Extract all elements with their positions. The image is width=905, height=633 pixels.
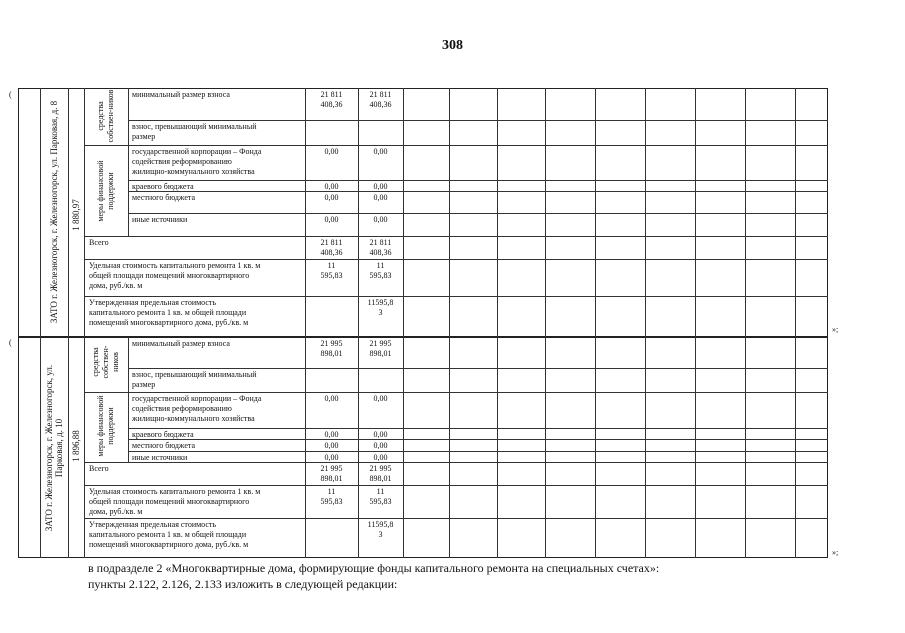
row-label: иные источники	[132, 453, 188, 462]
row-divider	[84, 259, 828, 260]
address-block-2	[44, 365, 64, 531]
row-divider	[128, 191, 828, 192]
col-border	[449, 337, 450, 558]
value-cell: 11 595,83	[320, 487, 343, 506]
value-cell: 0,00	[324, 453, 339, 462]
value-cell: 0,00	[373, 453, 388, 462]
col-border	[40, 337, 41, 558]
value-cell: 21 995 898,01	[320, 464, 343, 483]
row-label: Удельная стоимость капитального ремонта 1 кв. м общей площади помещений многоквартирного дома, руб./кв. м	[89, 261, 261, 290]
col-border	[128, 337, 129, 462]
row-label: государственной корпорации – Фонда содействия реформированию жилищно-коммунального хозяйства	[132, 394, 262, 423]
value-cell: 21 811 408,36	[369, 238, 392, 257]
col-border	[84, 337, 85, 558]
area-block-2: 1 896,88	[71, 430, 81, 462]
row-label: Всего	[89, 464, 109, 473]
row-divider	[84, 236, 828, 237]
row-label: краевого бюджета	[132, 182, 194, 191]
row-divider	[128, 368, 828, 369]
col-border	[84, 88, 85, 337]
value-cell: 0,00	[373, 147, 388, 156]
value-cell: 11595,8 3	[367, 298, 394, 317]
row-label: Утвержденная предельная стоимость капитального ремонта 1 кв. м общей площади помещений многоквартирного дома, руб./кв. м	[89, 298, 249, 327]
row-divider	[128, 451, 828, 452]
row-divider	[84, 518, 828, 519]
value-cell: 21 811 408,36	[369, 90, 392, 109]
address-block-1: ЗАТО г. Железногорск, г. Железногорск, ул. Парковая, д. 8	[49, 100, 59, 324]
col-border	[40, 88, 41, 337]
open-mark-2: (	[9, 338, 12, 347]
row-label: Утвержденная предельная стоимость капитального ремонта 1 кв. м общей площади помещений многоквартирного дома, руб./кв. м	[89, 520, 249, 549]
footer-line-2: пункты 2.122, 2.126, 2.133 изложить в следующей редакции:	[88, 577, 398, 591]
row-label: Удельная стоимость капитального ремонта 1 кв. м общей площади помещений многоквартирного дома, руб./кв. м	[89, 487, 261, 516]
row-divider	[84, 296, 828, 297]
row-divider	[128, 428, 828, 429]
value-cell: 0,00	[373, 441, 388, 450]
row-label: взнос, превышающий минимальный размер	[132, 122, 257, 141]
value-cell: 21 811 408,36	[320, 90, 343, 109]
value-cell: 0,00	[373, 215, 388, 224]
row-label: государственной корпорации – Фонда содействия реформированию жилищно-коммунального хозяйства	[132, 147, 262, 176]
row-divider	[128, 120, 828, 121]
col-border	[545, 337, 546, 558]
group-support-label: меры финансовой поддержки	[96, 160, 115, 222]
address-block-2-line-2: Парковая, д. 10	[54, 418, 64, 478]
value-cell: 0,00	[373, 193, 388, 202]
value-cell: 0,00	[373, 394, 388, 403]
group-owners-label: средства собствен-ников	[91, 345, 120, 379]
row-label: иные источники	[132, 215, 188, 224]
col-border	[497, 337, 498, 558]
group-divider	[84, 145, 828, 146]
page-number: 308	[442, 38, 463, 53]
row-label: минимальный размер взноса	[132, 339, 230, 348]
value-cell: 21 995 898,01	[369, 464, 392, 483]
value-cell: 21 995 898,01	[320, 339, 343, 358]
col-border	[595, 337, 596, 558]
value-cell: 0,00	[324, 394, 339, 403]
row-label: минимальный размер взноса	[132, 90, 230, 99]
value-cell: 0,00	[324, 193, 339, 202]
row-divider	[128, 180, 828, 181]
group-owners-label: средства собствен-ников	[96, 89, 115, 143]
group-divider	[84, 392, 828, 393]
row-label: взнос, превышающий минимальный размер	[132, 370, 257, 389]
group-owners-block-1	[96, 88, 116, 144]
col-border	[68, 337, 69, 558]
group-support-label: меры финансовой поддержки	[96, 395, 115, 457]
col-border	[645, 337, 646, 558]
row-label: Всего	[89, 238, 109, 247]
value-cell: 0,00	[373, 182, 388, 191]
footer-line-1: в подразделе 2 «Многоквартирные дома, формирующие фонды капитального ремонта на специальных счетах»:	[88, 561, 660, 575]
close-mark-1: »;	[832, 325, 839, 334]
col-border	[745, 337, 746, 558]
value-cell: 0,00	[324, 441, 339, 450]
value-cell: 0,00	[324, 182, 339, 191]
row-divider	[84, 462, 828, 463]
row-divider	[128, 439, 828, 440]
value-cell: 11 595,83	[320, 261, 343, 280]
value-cell: 21 995 898,01	[369, 339, 392, 358]
group-owners-block-2	[91, 338, 121, 386]
close-mark-2: »;	[832, 548, 839, 557]
col-border	[695, 337, 696, 558]
value-cell: 0,00	[324, 430, 339, 439]
col-border	[795, 337, 796, 558]
row-label: местного бюджета	[132, 193, 196, 202]
value-cell: 0,00	[373, 430, 388, 439]
area-block-1: 1 880,97	[71, 199, 81, 231]
value-cell: 11595,8 3	[367, 520, 394, 539]
value-cell: 0,00	[324, 215, 339, 224]
address-block-2-line-1: ЗАТО г. Железногорск, г. Железногорск, ул.	[44, 364, 54, 532]
value-cell: 11 595,83	[369, 261, 392, 280]
open-mark-1: (	[9, 90, 12, 99]
group-support-block-2	[96, 392, 116, 460]
row-divider	[84, 485, 828, 486]
value-cell: 0,00	[324, 147, 339, 156]
row-divider	[128, 213, 828, 214]
value-cell: 11 595,83	[369, 487, 392, 506]
value-cell: 21 811 408,36	[320, 238, 343, 257]
row-label: краевого бюджета	[132, 430, 194, 439]
group-support-block-1	[96, 151, 116, 231]
col-border	[68, 88, 69, 337]
col-border	[403, 337, 404, 558]
row-label: местного бюджета	[132, 441, 196, 450]
